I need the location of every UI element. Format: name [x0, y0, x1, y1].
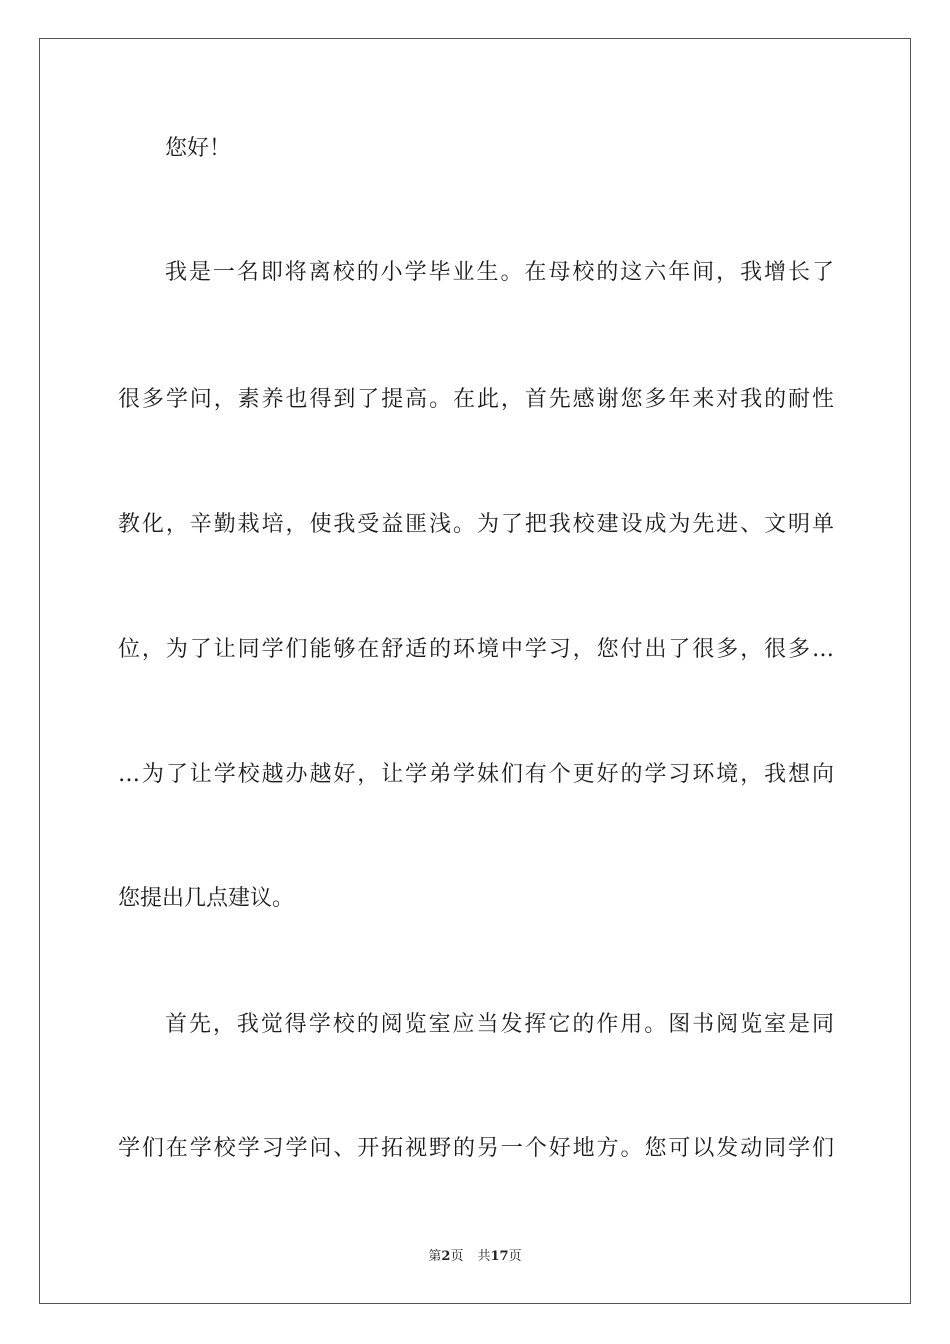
body-line: 首先，我觉得学校的阅览室应当发挥它的作用。图书阅览室是同	[165, 1012, 834, 1037]
page-frame	[39, 38, 911, 1304]
body-line: …为了让学校越办越好，让学弟学妹们有个更好的学习环境，我想向	[118, 762, 834, 787]
body-line: 位，为了让同学们能够在舒适的环境中学习，您付出了很多，很多…	[118, 637, 834, 662]
page-prefix: 第	[428, 1249, 442, 1264]
body-line: 我是一名即将离校的小学毕业生。在母校的这六年间，我增长了	[165, 260, 834, 285]
total-prefix: 共	[477, 1249, 491, 1264]
greeting-line: 您好！	[165, 136, 232, 161]
body-line: 教化，辛勤栽培，使我受益匪浅。为了把我校建设成为先进、文明单	[118, 512, 834, 537]
page-footer	[0, 1248, 950, 1266]
body-line: 很多学问，素养也得到了提高。在此，首先感谢您多年来对我的耐性	[118, 387, 834, 412]
body-line: 学们在学校学习学问、开拓视野的另一个好地方。您可以发动同学们	[118, 1136, 834, 1161]
page-suffix: 页	[450, 1249, 464, 1264]
total-pages: 17	[490, 1249, 509, 1264]
total-suffix: 页	[508, 1249, 522, 1264]
page-number: 2	[441, 1249, 451, 1264]
body-line: 您提出几点建议。	[118, 886, 295, 911]
